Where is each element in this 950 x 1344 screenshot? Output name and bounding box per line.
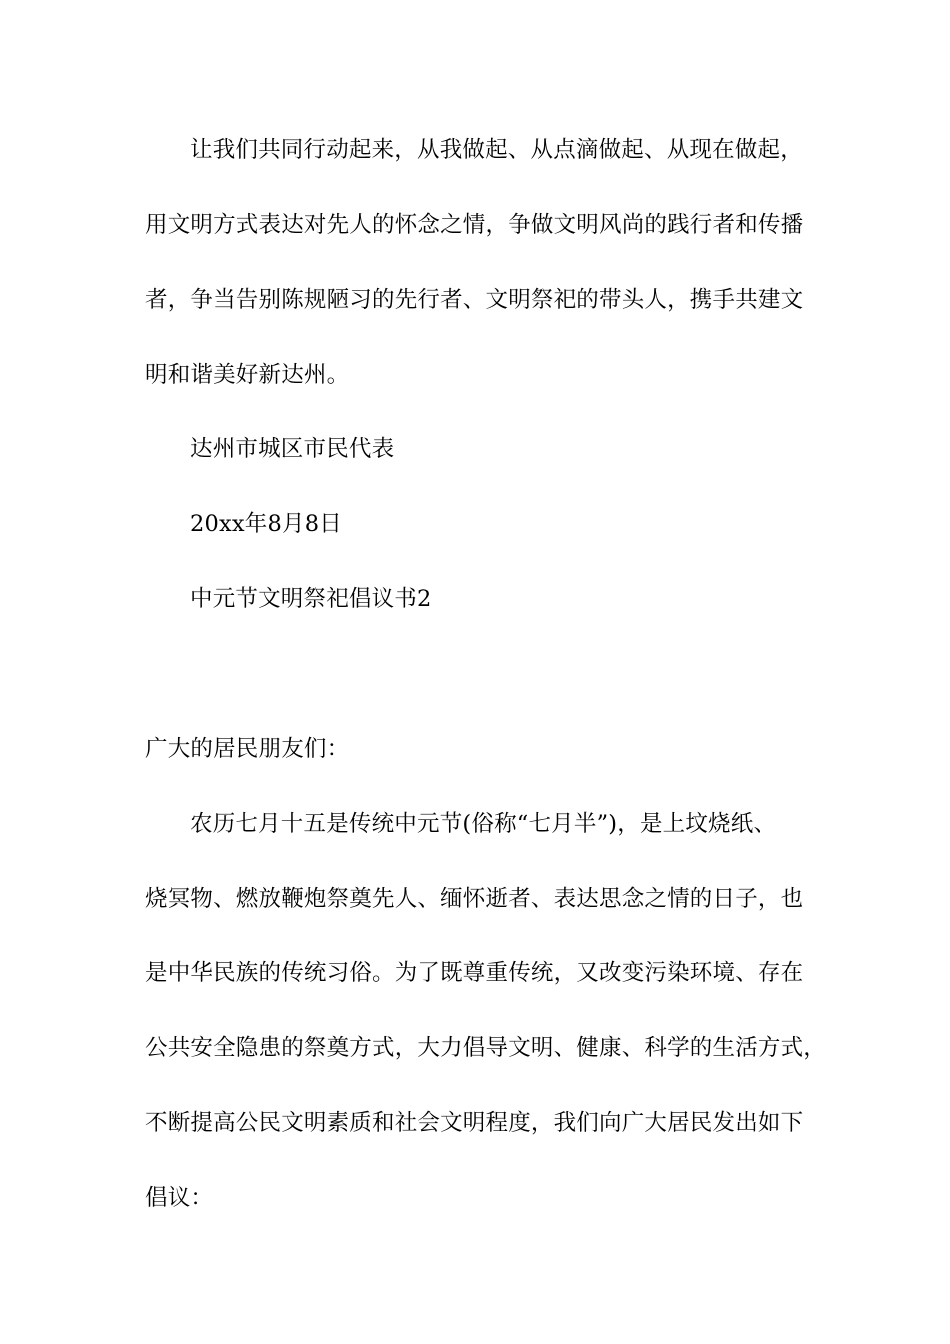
- paragraph-line: 者，争当告别陈规陋习的先行者、文明祭祀的带头人，携手共建文: [145, 287, 804, 313]
- paragraph-line: 用文明方式表达对先人的怀念之情，争做文明风尚的践行者和传播: [145, 212, 804, 238]
- paragraph-line: 公共安全隐患的祭奠方式，大力倡导文明、健康、科学的生活方式，: [145, 1035, 827, 1061]
- paragraph-line: 不断提高公民文明素质和社会文明程度，我们向广大居民发出如下: [145, 1110, 804, 1136]
- section-title: 中元节文明祭祀倡议书2: [190, 586, 432, 612]
- paragraph-line: 让我们共同行动起来，从我做起、从点滴做起、从现在做起，: [190, 137, 803, 163]
- signature-line: 达州市城区市民代表: [190, 436, 395, 462]
- paragraph-line: 明和谐美好新达州。: [145, 362, 350, 388]
- paragraph-line: 是中华民族的传统习俗。为了既尊重传统，又改变污染环境、存在: [145, 960, 804, 986]
- paragraph-line: 倡议：: [145, 1185, 214, 1211]
- salutation: 广大的居民朋友们：: [145, 736, 350, 762]
- paragraph-line: 农历七月十五是传统中元节(俗称“七月半”)，是上坟烧纸、: [190, 811, 777, 837]
- date-line: 20xx年8月8日: [190, 511, 342, 537]
- paragraph-line: 烧冥物、燃放鞭炮祭奠先人、缅怀逝者、表达思念之情的日子，也: [145, 886, 804, 912]
